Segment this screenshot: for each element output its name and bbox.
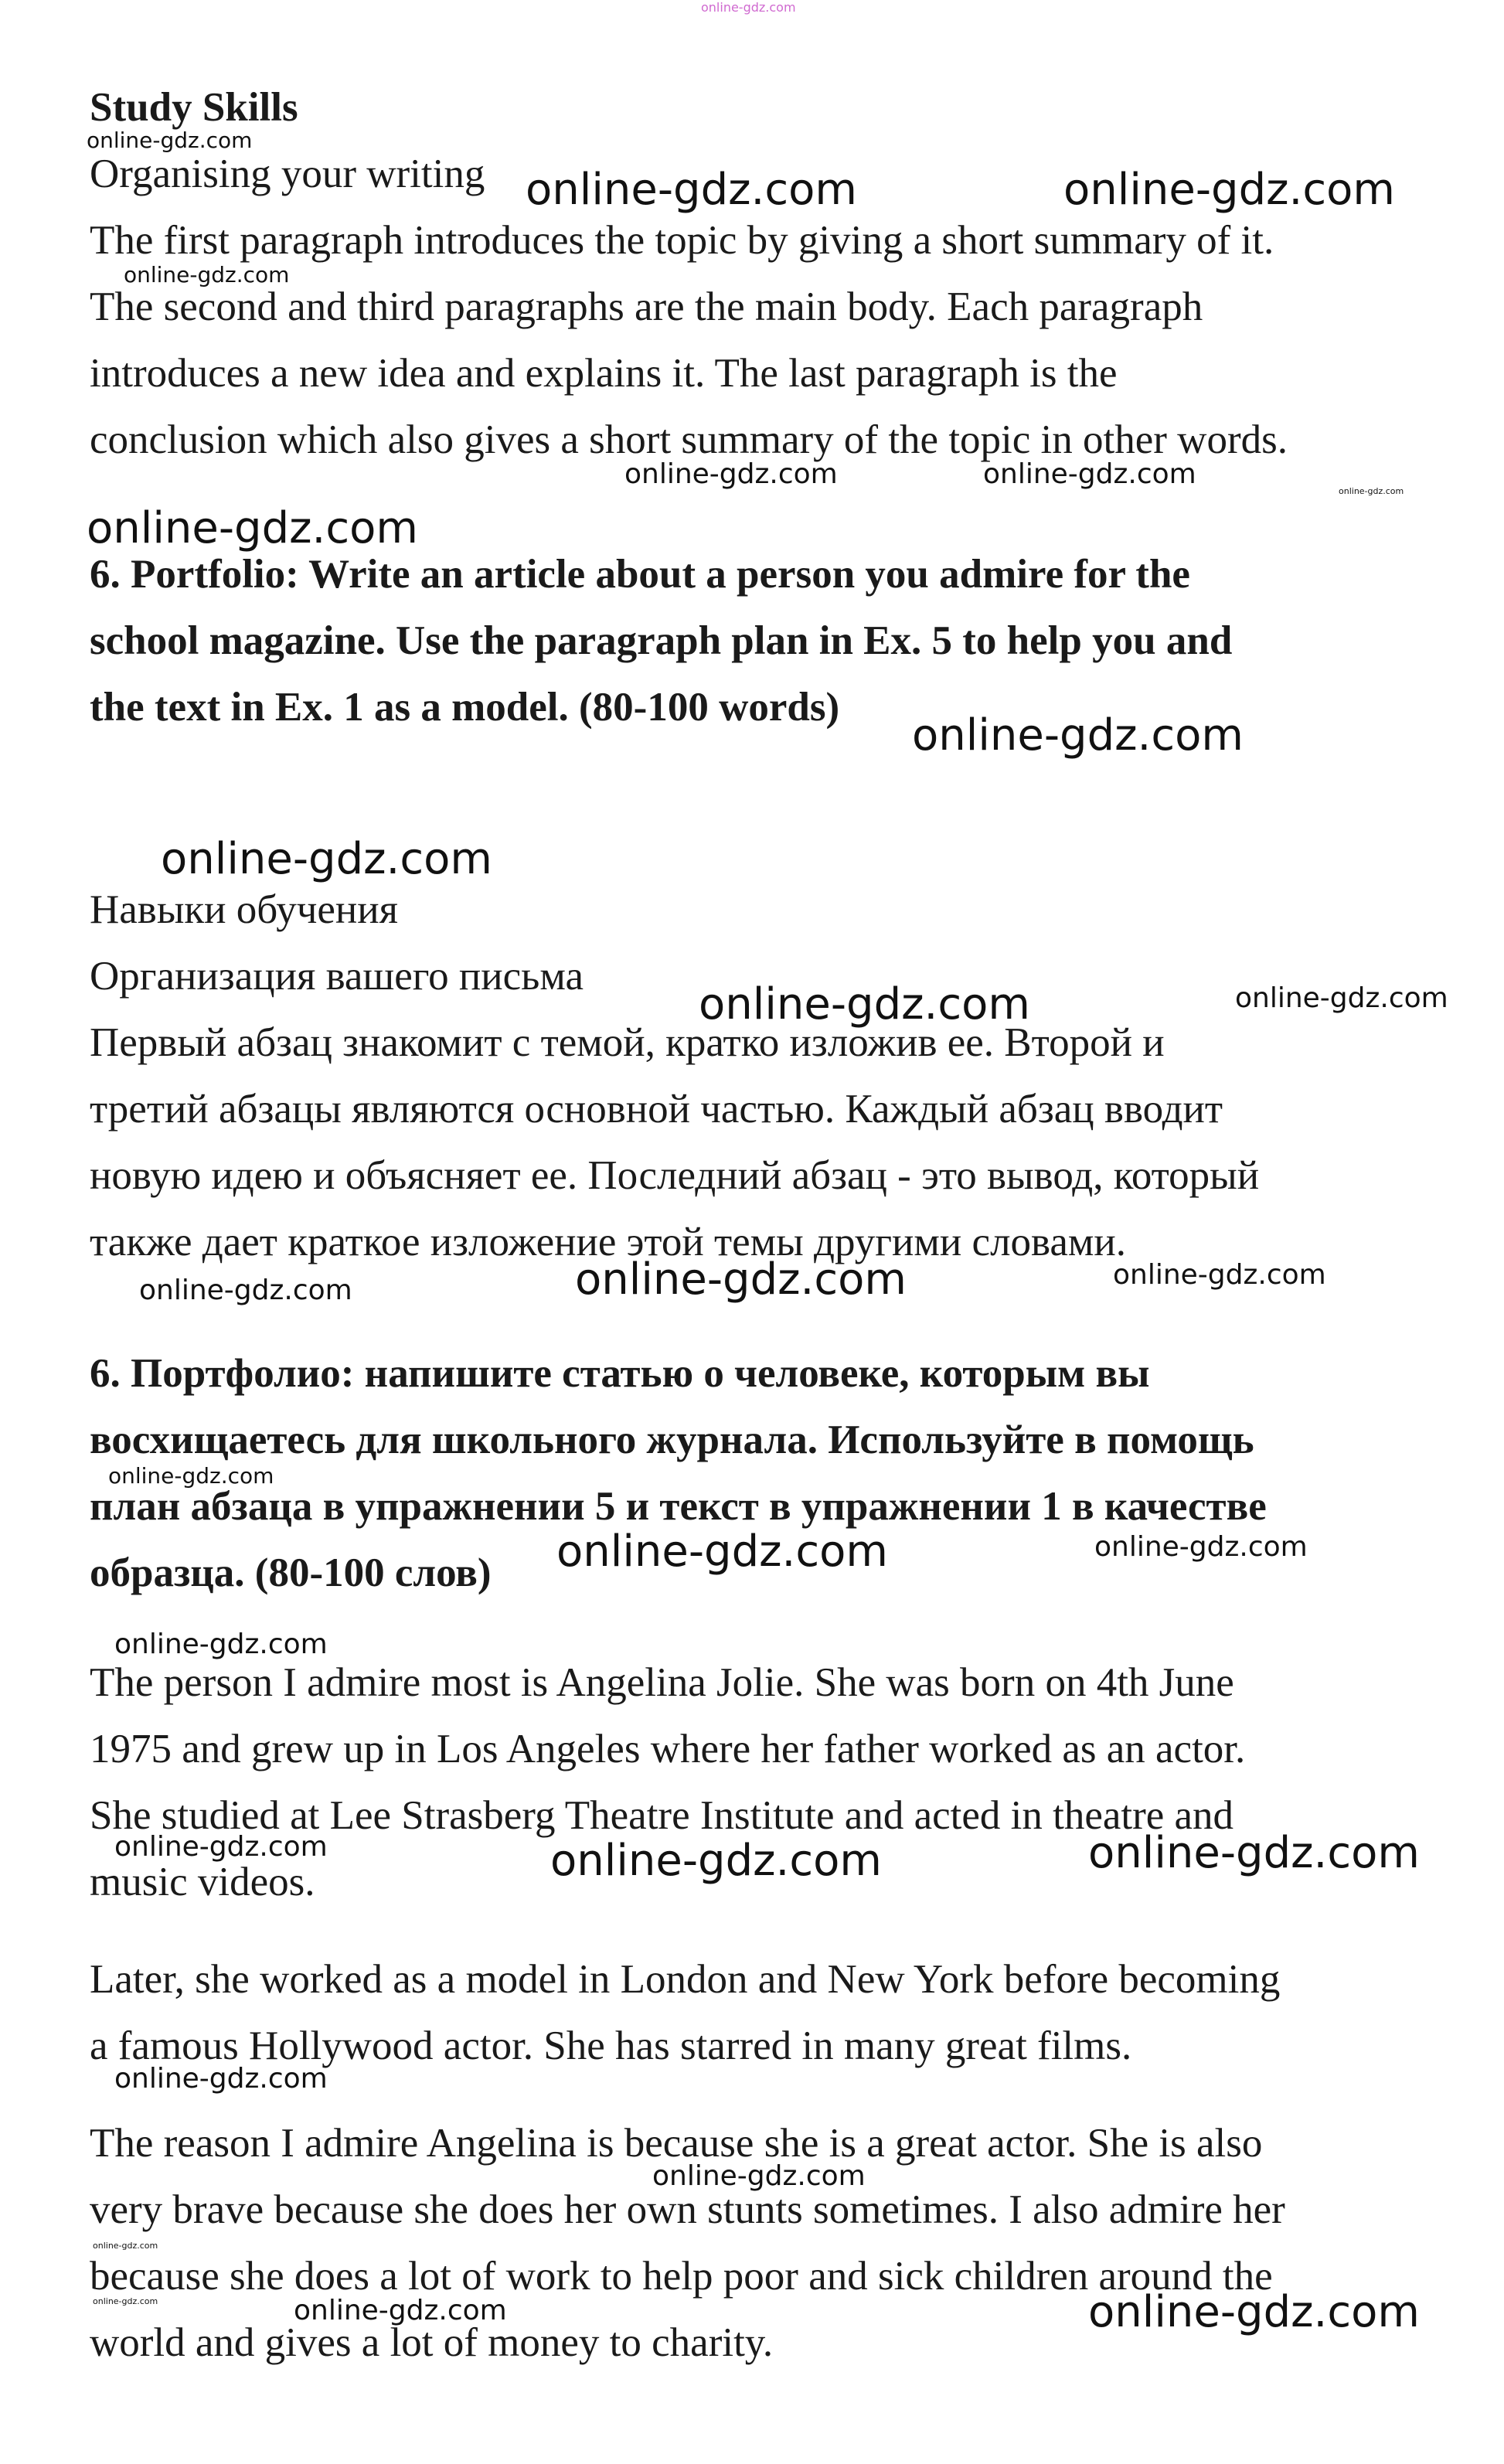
- watermark: online-gdz.com: [114, 1831, 328, 1863]
- essay-line: She studied at Lee Strasberg Theatre Institute and acted in theatre and: [90, 1793, 1234, 1838]
- essay-line: The reason I admire Angelina is because she is a great actor. She is also: [90, 2121, 1263, 2166]
- essay-line: a famous Hollywood actor. She has starred in many great films.: [90, 2023, 1132, 2068]
- en-body-line: The second and third paragraphs are the main body. Each paragraph: [90, 284, 1203, 329]
- essay-line: The person I admire most is Angelina Jolie. She was born on 4th June: [90, 1660, 1234, 1705]
- watermark: online-gdz.com: [1088, 2287, 1420, 2337]
- en-task-line: the text in Ex. 1 as a model. (80-100 words): [90, 685, 840, 730]
- watermark: online-gdz.com: [983, 458, 1196, 490]
- watermark: online-gdz.com: [1094, 1531, 1308, 1563]
- essay-line: 1975 and grew up in Los Angeles where her father worked as an actor.: [90, 1727, 1246, 1771]
- watermark: online-gdz.com: [1113, 1259, 1326, 1291]
- ru-body-line: новую идею и объясняет ее. Последний абзац - это вывод, который: [90, 1153, 1260, 1198]
- essay-line: very brave because she does her own stunts sometimes. I also admire her: [90, 2187, 1285, 2232]
- ru-heading: Навыки обучения: [90, 887, 399, 932]
- watermark: online-gdz.com: [114, 2063, 328, 2095]
- watermark: online-gdz.com: [701, 0, 796, 15]
- watermark: online-gdz.com: [652, 2160, 866, 2192]
- ru-task-line: образца. (80-100 слов): [90, 1550, 492, 1595]
- ru-body-line: также дает краткое изложение этой темы другими словами.: [90, 1220, 1127, 1264]
- watermark: online-gdz.com: [294, 2295, 507, 2326]
- watermark: online-gdz.com: [93, 2241, 158, 2251]
- watermark: online-gdz.com: [550, 1836, 882, 1886]
- ru-body-line: третий абзацы являются основной частью. Каждый абзац вводит: [90, 1087, 1223, 1132]
- watermark: online-gdz.com: [699, 979, 1030, 1030]
- essay-line: because she does a lot of work to help poor and sick children around the: [90, 2254, 1273, 2299]
- essay-line: Later, she worked as a model in London and New York before becoming: [90, 1957, 1281, 2002]
- en-task-line: school magazine. Use the paragraph plan in Ex. 5 to help you and: [90, 618, 1233, 663]
- watermark: online-gdz.com: [87, 503, 418, 553]
- watermark: online-gdz.com: [912, 710, 1244, 761]
- watermark: online-gdz.com: [526, 165, 857, 215]
- en-heading: Study Skills: [90, 85, 298, 130]
- watermark: online-gdz.com: [93, 2296, 158, 2306]
- en-body-line: conclusion which also gives a short summary of the topic in other words.: [90, 417, 1288, 462]
- ru-subheading: Организация вашего письма: [90, 954, 584, 999]
- en-task-line: 6. Portfolio: Write an article about a person you admire for the: [90, 552, 1190, 597]
- ru-body-line: Первый абзац знакомит с темой, кратко изложив ее. Второй и: [90, 1020, 1165, 1065]
- en-body-line: The first paragraph introduces the topic by giving a short summary of it.: [90, 218, 1274, 263]
- en-body-line: introduces a new idea and explains it. The last paragraph is the: [90, 351, 1118, 396]
- watermark: online-gdz.com: [1235, 982, 1448, 1014]
- watermark: online-gdz.com: [624, 458, 838, 490]
- essay-line: music videos.: [90, 1860, 315, 1904]
- watermark: online-gdz.com: [556, 1526, 888, 1577]
- watermark: online-gdz.com: [139, 1275, 352, 1306]
- watermark: online-gdz.com: [124, 262, 290, 288]
- watermark: online-gdz.com: [1063, 165, 1395, 215]
- watermark: online-gdz.com: [114, 1628, 328, 1660]
- watermark: online-gdz.com: [108, 1463, 274, 1489]
- watermark: online-gdz.com: [1339, 486, 1404, 496]
- ru-task-line: восхищаетесь для школьного журнала. Используйте в помощь: [90, 1417, 1254, 1462]
- essay-line: world and gives a lot of money to charity.: [90, 2320, 774, 2365]
- watermark: online-gdz.com: [1088, 1828, 1420, 1878]
- watermark: online-gdz.com: [87, 128, 253, 153]
- watermark: online-gdz.com: [161, 834, 492, 884]
- watermark: online-gdz.com: [575, 1254, 907, 1305]
- ru-task-line: план абзаца в упражнении 5 и текст в упражнении 1 в качестве: [90, 1484, 1267, 1529]
- en-subheading: Organising your writing: [90, 151, 485, 196]
- ru-task-line: 6. Портфолио: напишите статью о человеке, которым вы: [90, 1351, 1150, 1396]
